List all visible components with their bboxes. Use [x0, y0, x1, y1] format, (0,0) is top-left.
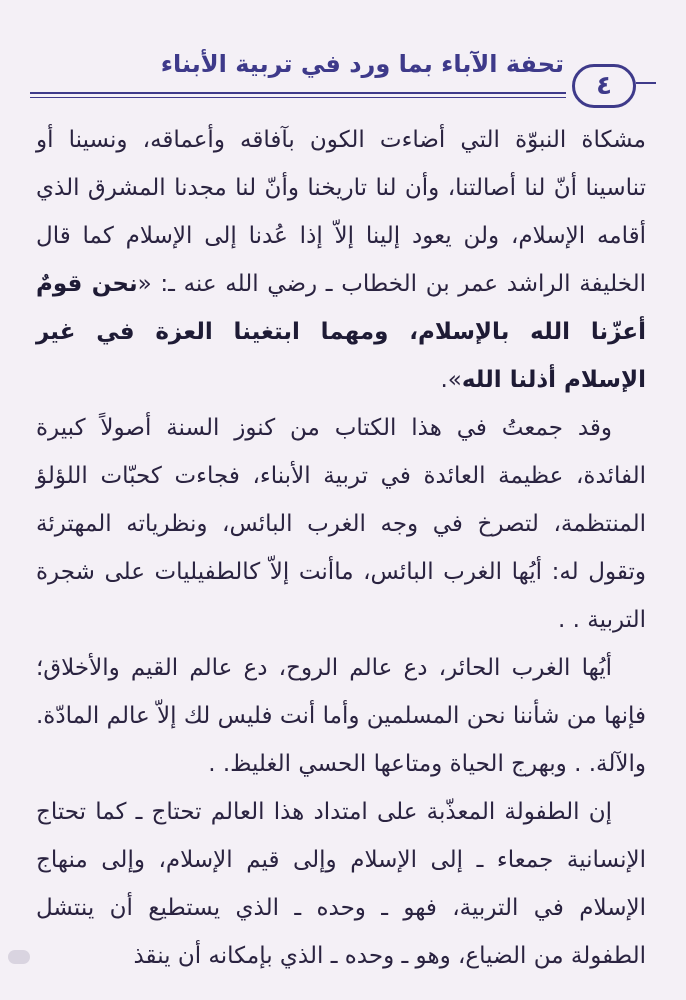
- header-rule-right: [636, 82, 656, 84]
- running-title: تحفة الآباء بما ورد في تربية الأبناء: [160, 50, 564, 78]
- paragraph-3: أيُها الغرب الحائر، دع عالم الروح، دع عالم القيم والأخلاق؛ فإنها من شأننا نحن المسلمين وأما أنت فليس لك إلاّ عالم المادّة. والآلة. . وبهرج الحياة ومتاعها الحسي الغليظ. .: [36, 655, 646, 777]
- header-rule: [30, 92, 566, 94]
- header-rule-thin: [30, 97, 566, 98]
- paragraph-1-text: مشكاة النبوّة التي أضاءت الكون بآفاقه وأعماقه، ونسينا أو تناسينا أنّ لنا أصالتنا، وأن لنا تاريخنا وأنّ لنا مجدنا المشرق الذي أقامه الإسلام، ولن يعود إلينا إلاّ إذا عُدنا إلى الإسلام كما قال الخليفة الراشد عمر بن الخطاب ـ رضي الله عنه ـ: «: [36, 127, 646, 297]
- umar-quote: نحن قومٌ أعزّنا الله بالإسلام، ومهما ابتغينا العزة في غير الإسلام أذلنا الله: [36, 271, 646, 393]
- page-edge-mark: [8, 950, 30, 964]
- body-text: [36, 116, 646, 980]
- paragraph-1: [36, 116, 646, 404]
- quote-close: ».: [440, 367, 462, 393]
- paragraph-4: إن الطفولة المعذّبة على امتداد هذا العالم تحتاج ـ كما تحتاج الإنسانية جمعاء ـ إلى الإسلام وإلى قيم الإسلام، وإلى منهاج الإسلام في التربية، فهو ـ وحده ـ الذي يستطيع أن ينتشل الطفولة من الضياع، وهو ـ وحده ـ الذي بإمكانه أن ينقذ: [36, 799, 646, 969]
- paragraph-2: وقد جمعتُ في هذا الكتاب من كنوز السنة أصولاً كبيرة الفائدة، عظيمة العائدة في تربية الأبناء، فجاءت كحبّات اللؤلؤ المنتظمة، لتصرخ في وجه الغرب البائس، ونظرياته المهترئة وتقول له: أيُها الغرب البائس، ماأنت إلاّ كالطفيليات على شجرة التربية . .: [36, 415, 646, 633]
- page-number: ٤: [572, 64, 636, 108]
- page-header: [30, 40, 656, 110]
